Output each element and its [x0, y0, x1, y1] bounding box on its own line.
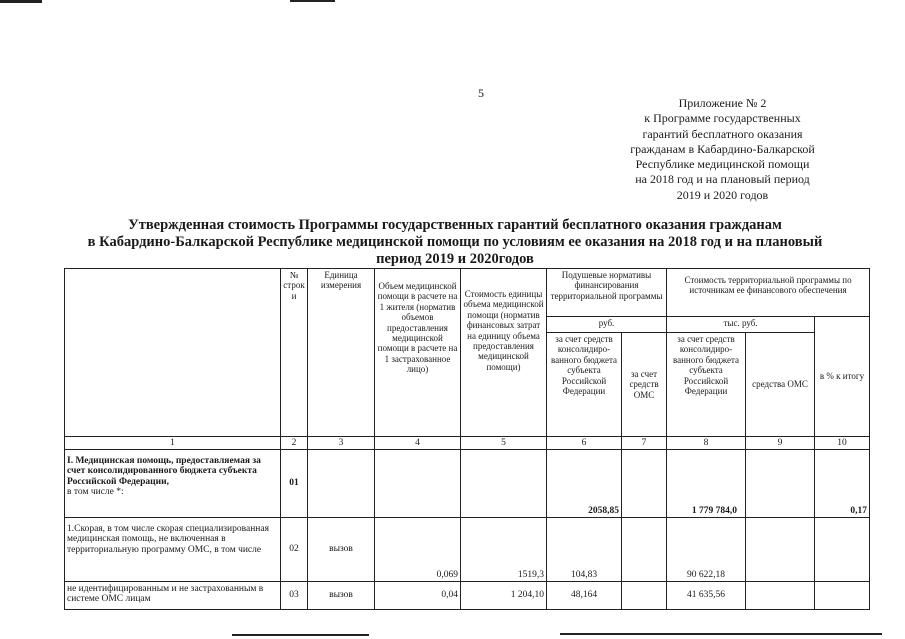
page-number: 5 — [478, 86, 484, 100]
header-row-no: № строк и — [281, 269, 308, 437]
row-per-capita-oms — [622, 518, 667, 582]
appendix-line: 2019 и 2020 годов — [676, 187, 769, 202]
title-line: Утвержденная стоимость Программы государственных гарантий бесплатного оказания гражданам — [128, 217, 782, 233]
document-title — [40, 217, 870, 268]
row-cost-oms — [746, 518, 815, 582]
scan-mark-top-left — [0, 0, 42, 3]
appendix-line: на 2018 год и на плановый период — [635, 172, 810, 187]
row-per-capita-budget: 104,83 — [547, 518, 622, 582]
table-row — [65, 450, 870, 518]
row-percent — [815, 582, 870, 610]
column-number: 2 — [281, 437, 308, 450]
row-cost-oms — [746, 582, 815, 610]
appendix-line: Приложение № 2 — [678, 96, 767, 110]
row-volume — [375, 450, 461, 518]
column-number: 6 — [547, 437, 622, 450]
row-name — [65, 450, 281, 518]
scan-mark-top-mid — [290, 0, 335, 2]
column-number: 10 — [815, 437, 870, 450]
title-line: в Кабардино-Балкарской Республике медицинской помощи по условиям ее оказания на 2018 год и на плановый — [87, 234, 823, 250]
header-rub: руб. — [547, 317, 667, 333]
row-unit: вызов — [308, 582, 375, 610]
row-per-capita-oms — [622, 450, 667, 518]
row-number: 02 — [281, 518, 308, 582]
column-number: 8 — [667, 437, 746, 450]
header-volume: Объем медицинской помощи в расчете на 1 жителя (норматив объемов предоставления медицинской помощи в расчете на 1 застрахованное лицо) — [375, 269, 461, 437]
row-percent: 0,17 — [815, 450, 870, 518]
row-unit-cost: 1 204,10 — [461, 582, 547, 610]
row-unit — [308, 450, 375, 518]
header-unit: Единица измерения — [308, 269, 375, 437]
table-row — [65, 518, 870, 582]
row-number: 01 — [281, 450, 308, 518]
row-cost-budget: 90 622,18 — [667, 518, 746, 582]
column-number: 5 — [461, 437, 547, 450]
column-number: 3 — [308, 437, 375, 450]
row-volume: 0,069 — [375, 518, 461, 582]
appendix-line: гражданам в Кабардино-Балкарской — [630, 141, 815, 156]
row-cost-oms — [746, 450, 815, 518]
header-cost-budget: за счет средств консолидиро- ванного бюджета субъекта Российской Федерации — [667, 333, 746, 437]
cost-table — [64, 268, 870, 610]
header-percent: в % к итогу — [815, 317, 870, 437]
row-name: 1.Скорая, в том числе скорая специализированная медицинская помощь, не включенная в территориальную программу ОМС, в том числе — [65, 518, 281, 582]
header-per-capita-budget: за счет средств консолидиро- ванного бюджета субъекта Российской Федерации — [547, 333, 622, 437]
row-per-capita-oms — [622, 582, 667, 610]
column-number: 9 — [746, 437, 815, 450]
row-cost-budget: 1 779 784,0 — [667, 450, 746, 518]
appendix-note — [600, 96, 845, 203]
title-line: период 2019 и 2020годов — [376, 251, 534, 267]
appendix-line: Республике медицинской помощи — [635, 157, 810, 172]
header-thousand-rub: тыс. руб. — [667, 317, 815, 333]
appendix-line: к Программе государственных — [644, 111, 801, 126]
header-cost: Стоимость территориальной программы по источникам ее финансового обеспечения — [667, 269, 870, 317]
scan-mark-bottom — [232, 634, 369, 636]
row-per-capita-budget: 2058,85 — [547, 450, 622, 518]
row-percent — [815, 518, 870, 582]
row-per-capita-budget: 48,164 — [547, 582, 622, 610]
column-number: 7 — [622, 437, 667, 450]
header-per-capita: Подушевые нормативы финансирования территориальной программы — [547, 269, 667, 317]
table-row — [65, 582, 870, 610]
header-cost-oms: средства ОМС — [746, 333, 815, 437]
appendix-line: гарантий бесплатного оказания — [642, 126, 803, 141]
row-name-text: I. Медицинская помощь, предоставляемая за счет консолидированного бюджета субъекта Российской Федерации, — [67, 456, 261, 487]
scan-mark-bottom — [560, 633, 882, 635]
header-blank — [65, 269, 281, 437]
row-volume: 0,04 — [375, 582, 461, 610]
row-unit-cost — [461, 450, 547, 518]
header-per-capita-oms: за счет средств ОМС — [622, 333, 667, 437]
column-number: 1 — [65, 437, 281, 450]
header-unit-cost: Стоимость единицы объема медицинской помощи (норматив финансовых затрат на единицу объема предоставления медицинской помощи) — [461, 269, 547, 437]
row-number: 03 — [281, 582, 308, 610]
row-cost-budget: 41 635,56 — [667, 582, 746, 610]
row-unit-cost: 1519,3 — [461, 518, 547, 582]
column-number: 4 — [375, 437, 461, 450]
row-unit: вызов — [308, 518, 375, 582]
row-name: не идентифицированным и не застрахованным в системе ОМС лицам — [65, 582, 281, 610]
row-name-suffix: в том числе *: — [67, 487, 124, 498]
